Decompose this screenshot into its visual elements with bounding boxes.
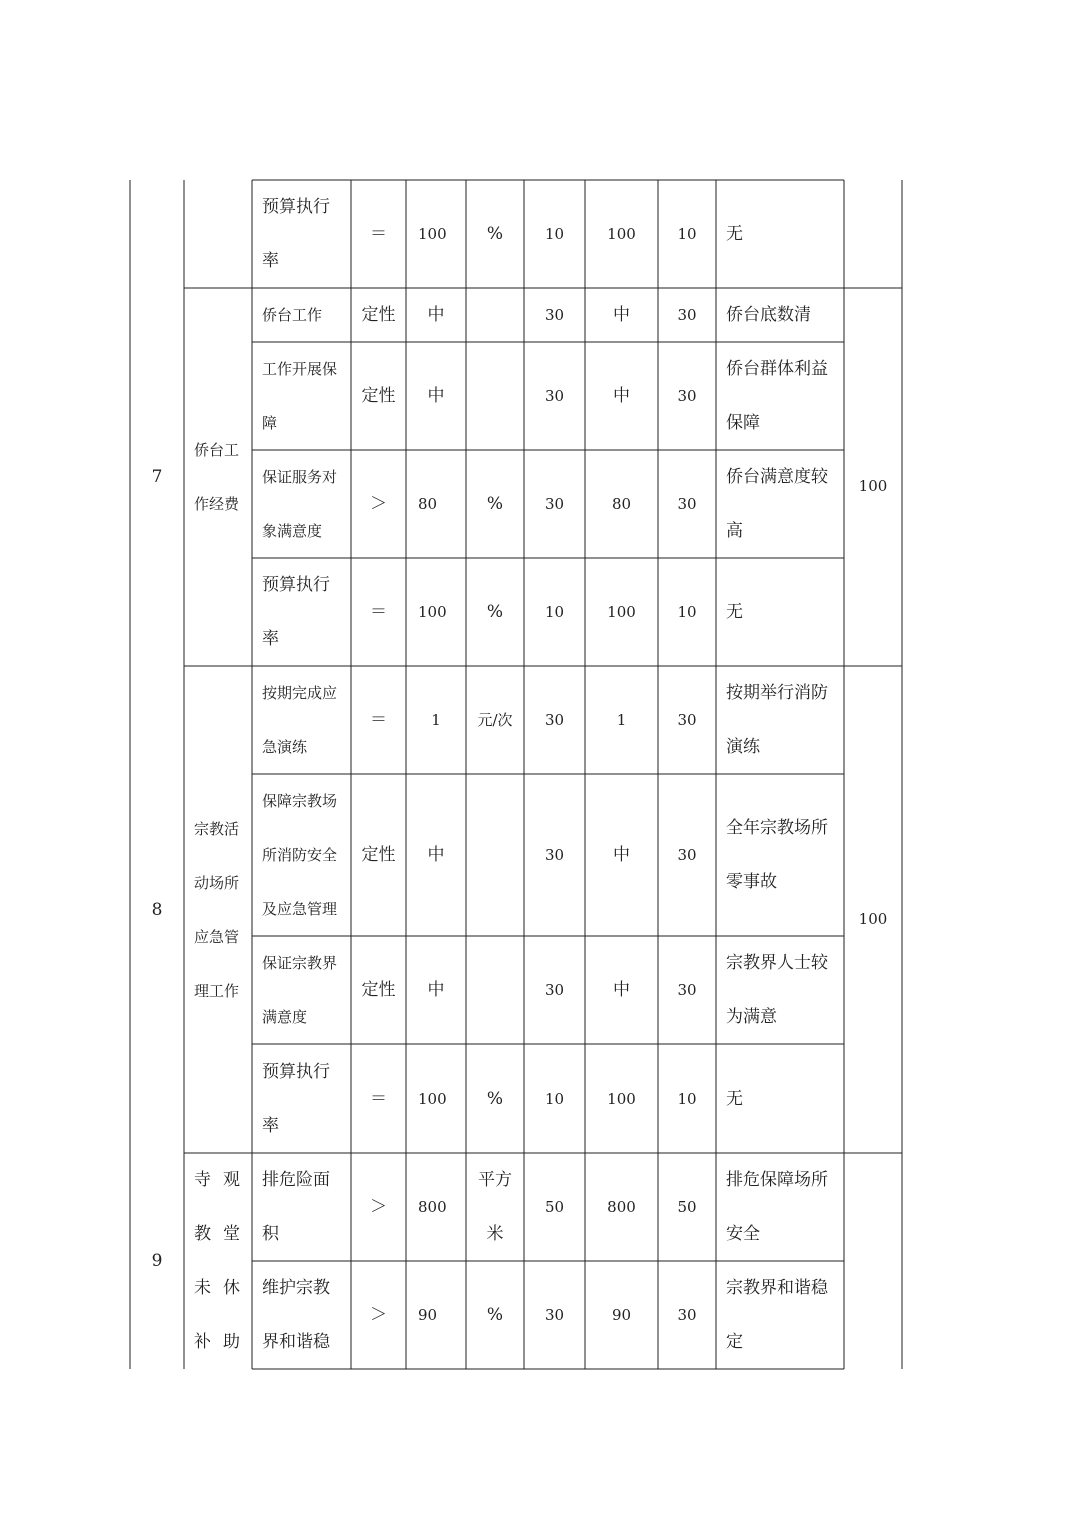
project-name: 寺观 教堂 未休 补助 [194,1170,252,1352]
group-number: 8 [151,899,163,920]
indicator-name: 按期完成应 急演练 [262,684,338,756]
remarks: 侨台满意度较 高 [726,467,828,541]
weight-score: 30 [544,1306,565,1324]
weight-score: 10 [544,1089,565,1108]
group-total: 100 [858,909,888,928]
indicator-name: 侨台工作 [262,306,323,324]
target-value: 中 [427,386,445,406]
score: 30 [677,495,697,513]
weight-score: 30 [544,711,565,729]
group-number: 9 [151,1251,163,1271]
score: 10 [677,603,697,621]
unit: 平方 米 [478,1170,512,1244]
remarks: 无 [726,602,743,622]
remarks: 无 [726,224,743,244]
target-value: 80 [418,495,438,513]
actual-value: 800 [607,1198,636,1216]
unit: % [486,602,504,622]
indicator-name: 排危险面 积 [262,1170,330,1244]
weight-score: 10 [544,603,565,621]
actual-value: 100 [607,225,636,243]
target-value: 800 [418,1198,447,1216]
score: 30 [677,846,697,864]
unit: % [486,494,504,514]
actual-value: 中 [613,305,630,325]
remarks: 无 [726,1088,743,1109]
remarks: 按期举行消防 演练 [726,683,828,757]
indicator-name: 保证宗教界 满意度 [262,954,338,1026]
comparison-operator: 定性 [361,305,396,325]
target-value: 中 [427,980,445,1000]
comparison-operator: 定性 [361,980,396,1000]
unit [466,774,524,936]
group-number: 7 [151,467,163,487]
weight-score: 10 [544,225,565,243]
remarks: 宗教界和谐稳 定 [726,1278,828,1352]
indicator-name: 维护宗教 界和谐稳 [262,1278,330,1352]
remarks: 排危保障场所 安全 [726,1170,828,1244]
score: 50 [677,1198,697,1216]
target-value: 100 [418,1089,447,1108]
indicator-name: 预算执行 率 [262,1061,330,1136]
comparison-operator: ＝ [370,224,387,244]
weight-score: 30 [544,846,565,864]
actual-value: 100 [607,1089,636,1108]
unit [466,936,524,1044]
actual-value: 中 [613,980,630,1000]
target-value: 100 [418,225,447,243]
actual-value: 100 [607,603,636,621]
target-value: 中 [427,845,445,865]
comparison-operator: ＞ [370,494,387,514]
target-value: 90 [418,1306,438,1324]
comparison-operator: 定性 [361,386,396,406]
actual-value: 1 [616,711,627,729]
score: 10 [677,1089,697,1108]
remarks: 宗教界人士较 为满意 [726,953,828,1027]
unit: % [486,1088,504,1109]
actual-value: 80 [611,495,632,513]
actual-value: 中 [613,386,630,406]
comparison-operator: ＝ [370,602,387,622]
remarks: 全年宗教场所 零事故 [726,818,828,892]
actual-value: 中 [613,845,630,865]
comparison-operator: 定性 [361,845,396,865]
indicator-name: 工作开展保 障 [262,360,338,432]
actual-value: 90 [611,1306,632,1324]
weight-score: 30 [544,387,565,405]
unit: % [486,224,504,244]
comparison-operator: ＞ [370,1197,387,1217]
remarks: 侨台底数清 [726,305,811,325]
weight-score: 50 [544,1198,565,1216]
score: 30 [677,711,697,729]
comparison-operator: ＝ [370,710,387,730]
unit [466,288,524,342]
group-total [844,1153,902,1369]
unit: 元/次 [477,711,513,729]
score: 10 [677,225,697,243]
target-value: 100 [418,603,447,621]
weight-score: 30 [544,306,565,324]
score: 30 [677,1306,697,1324]
target-value: 1 [431,711,441,729]
score: 30 [677,981,697,999]
weight-score: 30 [544,981,565,999]
project-name: 宗教活 动场所 应急管 理工作 [194,819,240,1000]
remarks: 侨台群体利益 保障 [726,359,828,433]
score: 30 [677,387,697,405]
comparison-operator: ＞ [370,1305,387,1325]
comparison-operator: ＝ [370,1088,387,1109]
indicator-name: 保证服务对 象满意度 [262,468,338,540]
score: 30 [677,306,697,324]
unit [466,342,524,450]
project-name: 侨台工 作经费 [194,441,240,513]
weight-score: 30 [544,495,565,513]
indicator-name: 预算执行 率 [262,197,330,271]
target-value: 中 [427,305,445,325]
group-total: 100 [858,477,888,495]
indicator-name: 预算执行 率 [262,575,330,649]
indicator-name: 保障宗教场 所消防安全 及应急管理 [262,792,338,918]
unit: % [486,1305,504,1325]
